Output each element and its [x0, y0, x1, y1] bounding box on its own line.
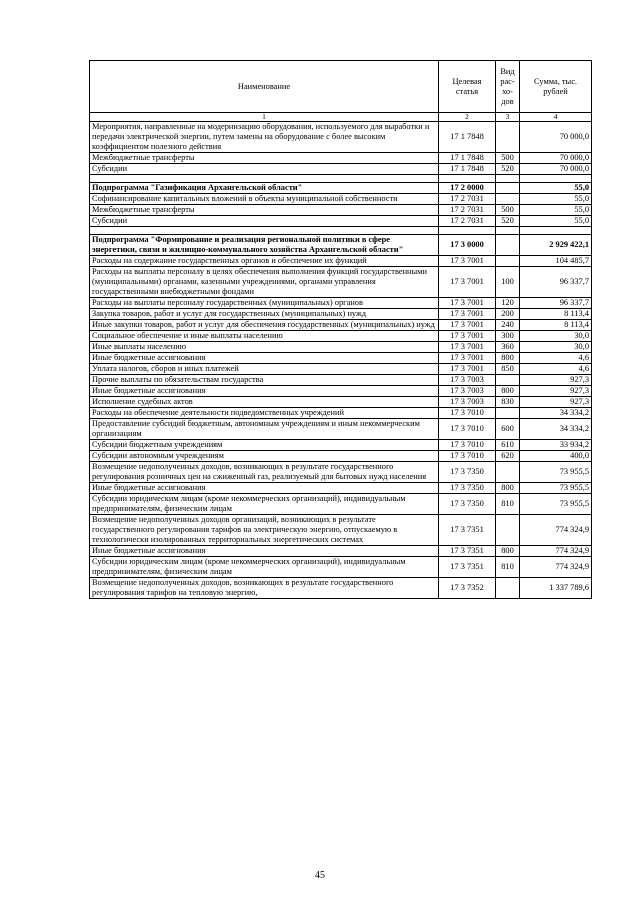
- row-target-code: 17 2 7031: [439, 194, 496, 205]
- header-vid: Вид рас- хо- дов: [496, 61, 520, 113]
- table-row: [90, 386, 592, 397]
- row-target-code: 17 3 7001: [439, 353, 496, 364]
- row-name: Субсидии юридическим лицам (кроме некоммерческих организаций), индивидуальным предпринимателям, физическим лицам: [90, 557, 439, 578]
- header-target: Целевая статья: [439, 61, 496, 113]
- table-row: [90, 256, 592, 267]
- row-name: Прочие выплаты по обязательствам государства: [90, 375, 439, 386]
- row-name: Субсидии автономным учреждениям: [90, 451, 439, 462]
- table-row: [90, 267, 592, 298]
- row-name: Иные выплаты населению: [90, 342, 439, 353]
- row-name: Предоставление субсидий бюджетным, автономным учреждениям и иным некоммерческим организациям: [90, 419, 439, 440]
- row-name: Закупка товаров, работ и услуг для государственных (муниципальных) нужд: [90, 309, 439, 320]
- row-sum: 55,0: [520, 205, 592, 216]
- spacer-cell: [520, 175, 592, 183]
- row-sum: 70 000,0: [520, 122, 592, 153]
- row-sum: 70 000,0: [520, 153, 592, 164]
- row-sum: 30,0: [520, 331, 592, 342]
- row-sum: 927,3: [520, 397, 592, 408]
- spacer-cell: [439, 175, 496, 183]
- table-row: [90, 451, 592, 462]
- spacer-cell: [90, 175, 439, 183]
- table-body: [90, 122, 592, 599]
- row-name: Иные закупки товаров, работ и услуг для обеспечения государственных (муниципальных) нужд: [90, 320, 439, 331]
- row-expense-type: [496, 408, 520, 419]
- row-expense-type: 120: [496, 298, 520, 309]
- row-sum: 8 113,4: [520, 320, 592, 331]
- table-row: [90, 440, 592, 451]
- table-row: [90, 419, 592, 440]
- subprogram-row: [90, 183, 592, 194]
- row-expense-type: 100: [496, 267, 520, 298]
- table-row: [90, 557, 592, 578]
- row-expense-type: 520: [496, 164, 520, 175]
- row-expense-type: 830: [496, 397, 520, 408]
- row-expense-type: 800: [496, 353, 520, 364]
- row-name: Подпрограмма "Формирование и реализация региональной политики в сфере энергетики, связи и жилищно-коммунального хозяйства Архангельской области": [90, 235, 439, 256]
- budget-table: [89, 60, 592, 599]
- row-expense-type: 200: [496, 309, 520, 320]
- row-sum: 73 955,5: [520, 494, 592, 515]
- row-name: Расходы на выплаты персоналу в целях обеспечения выполнения функций государственными (муниципальными) органами, казенными учреждениями, органами управления государственными внебюджетными фондами: [90, 267, 439, 298]
- row-target-code: 17 3 7001: [439, 320, 496, 331]
- row-target-code: 17 3 7003: [439, 375, 496, 386]
- row-expense-type: 800: [496, 483, 520, 494]
- row-sum: 4,6: [520, 364, 592, 375]
- row-sum: 73 955,5: [520, 462, 592, 483]
- table-row: [90, 578, 592, 599]
- row-name: Социальное обеспечение и иные выплаты населению: [90, 331, 439, 342]
- subprogram-row: [90, 235, 592, 256]
- row-expense-type: 500: [496, 153, 520, 164]
- row-target-code: 17 3 7001: [439, 309, 496, 320]
- row-sum: 927,3: [520, 386, 592, 397]
- table-row: [90, 164, 592, 175]
- row-target-code: 17 3 7001: [439, 364, 496, 375]
- spacer-cell: [90, 227, 439, 235]
- row-target-code: 17 3 7351: [439, 557, 496, 578]
- table-row: [90, 375, 592, 386]
- header-name: Наименование: [90, 61, 439, 113]
- row-target-code: 17 3 7010: [439, 440, 496, 451]
- spacer-cell: [496, 227, 520, 235]
- row-sum: 34 334,2: [520, 419, 592, 440]
- row-sum: 774 324,9: [520, 557, 592, 578]
- table-row: [90, 153, 592, 164]
- row-name: Расходы на содержание государственных органов и обеспечение их функций: [90, 256, 439, 267]
- table-row: [90, 364, 592, 375]
- table-row: [90, 309, 592, 320]
- row-sum: 104 485,7: [520, 256, 592, 267]
- table-header-row: [90, 61, 592, 113]
- table-row: [90, 483, 592, 494]
- row-expense-type: 800: [496, 386, 520, 397]
- row-expense-type: [496, 194, 520, 205]
- column-number: 1: [90, 113, 439, 122]
- table-row: [90, 331, 592, 342]
- spacer-row: [90, 227, 592, 235]
- table-row: [90, 216, 592, 227]
- row-expense-type: 610: [496, 440, 520, 451]
- column-number-row: [90, 113, 592, 122]
- table-row: [90, 546, 592, 557]
- row-target-code: 17 3 7001: [439, 267, 496, 298]
- row-sum: 774 324,9: [520, 546, 592, 557]
- row-expense-type: [496, 375, 520, 386]
- row-target-code: 17 3 7001: [439, 331, 496, 342]
- row-sum: 927,3: [520, 375, 592, 386]
- row-target-code: 17 3 7351: [439, 546, 496, 557]
- row-target-code: 17 2 7031: [439, 205, 496, 216]
- row-sum: 33 934,2: [520, 440, 592, 451]
- row-name: Иные бюджетные ассигнования: [90, 483, 439, 494]
- table-row: [90, 462, 592, 483]
- row-sum: 774 324,9: [520, 515, 592, 546]
- spacer-cell: [520, 227, 592, 235]
- row-name: Подпрограмма "Газификация Архангельской области": [90, 183, 439, 194]
- header-sum: Сумма, тыс. рублей: [520, 61, 592, 113]
- row-sum: 96 337,7: [520, 267, 592, 298]
- table-row: [90, 515, 592, 546]
- column-number: 3: [496, 113, 520, 122]
- row-name: Расходы на обеспечение деятельности подведомственных учреждений: [90, 408, 439, 419]
- row-name: Возмещение недополученных доходов, возникающих в результате государственного регулирования розничных цен на сжиженный газ, реализуемый для бытовых нужд населения: [90, 462, 439, 483]
- document-page: [89, 60, 591, 599]
- row-target-code: 17 3 7001: [439, 298, 496, 309]
- table-row: [90, 298, 592, 309]
- row-name: Возмещение недополученных доходов, возникающих в результате государственного регулирования тарифов на тепловую энергию,: [90, 578, 439, 599]
- row-sum: 1 337 789,6: [520, 578, 592, 599]
- row-sum: 70 000,0: [520, 164, 592, 175]
- table-row: [90, 194, 592, 205]
- spacer-cell: [496, 175, 520, 183]
- row-name: Субсидии юридическим лицам (кроме некоммерческих организаций), индивидуальным предпринимателям, физическим лицам: [90, 494, 439, 515]
- row-expense-type: 360: [496, 342, 520, 353]
- row-name: Субсидии бюджетным учреждениям: [90, 440, 439, 451]
- row-target-code: 17 3 7351: [439, 515, 496, 546]
- row-expense-type: 810: [496, 494, 520, 515]
- row-expense-type: 850: [496, 364, 520, 375]
- row-expense-type: 500: [496, 205, 520, 216]
- row-name: Субсидии: [90, 164, 439, 175]
- row-expense-type: [496, 462, 520, 483]
- row-expense-type: [496, 578, 520, 599]
- row-expense-type: [496, 235, 520, 256]
- row-sum: 2 929 422,1: [520, 235, 592, 256]
- row-name: Субсидии: [90, 216, 439, 227]
- row-expense-type: 800: [496, 546, 520, 557]
- row-target-code: 17 2 0000: [439, 183, 496, 194]
- table-row: [90, 342, 592, 353]
- table-row: [90, 494, 592, 515]
- row-name: Мероприятия, направленные на модернизацию оборудования, используемого для выработки и передачи электрической энергии, путем замены на оборудование с более высоким коэффициентом полезного действия: [90, 122, 439, 153]
- spacer-cell: [439, 227, 496, 235]
- row-target-code: 17 1 7848: [439, 122, 496, 153]
- row-sum: 96 337,7: [520, 298, 592, 309]
- row-name: Межбюджетные трансферты: [90, 205, 439, 216]
- row-sum: 4,6: [520, 353, 592, 364]
- row-target-code: 17 3 7010: [439, 408, 496, 419]
- row-expense-type: 240: [496, 320, 520, 331]
- row-sum: 55,0: [520, 194, 592, 205]
- row-expense-type: 810: [496, 557, 520, 578]
- table-row: [90, 397, 592, 408]
- row-name: Уплата налогов, сборов и иных платежей: [90, 364, 439, 375]
- row-name: Иные бюджетные ассигнования: [90, 353, 439, 364]
- table-row: [90, 122, 592, 153]
- row-sum: 55,0: [520, 216, 592, 227]
- row-name: Иные бюджетные ассигнования: [90, 546, 439, 557]
- row-expense-type: [496, 122, 520, 153]
- row-sum: 30,0: [520, 342, 592, 353]
- row-target-code: 17 3 0000: [439, 235, 496, 256]
- row-name: Иные бюджетные ассигнования: [90, 386, 439, 397]
- row-expense-type: [496, 183, 520, 194]
- row-name: Межбюджетные трансферты: [90, 153, 439, 164]
- table-row: [90, 353, 592, 364]
- column-number: 2: [439, 113, 496, 122]
- table-row: [90, 320, 592, 331]
- row-target-code: 17 3 7350: [439, 483, 496, 494]
- row-target-code: 17 3 7350: [439, 494, 496, 515]
- row-name: Расходы на выплаты персоналу государственных (муниципальных) органов: [90, 298, 439, 309]
- row-sum: 34 334,2: [520, 408, 592, 419]
- row-target-code: 17 3 7350: [439, 462, 496, 483]
- row-target-code: 17 3 7001: [439, 256, 496, 267]
- table-row: [90, 408, 592, 419]
- row-target-code: 17 1 7848: [439, 153, 496, 164]
- spacer-row: [90, 175, 592, 183]
- row-name: Софинансирование капитальных вложений в объекты муниципальной собственности: [90, 194, 439, 205]
- page-number: 45: [315, 870, 325, 881]
- row-target-code: 17 2 7031: [439, 216, 496, 227]
- row-sum: 55,0: [520, 183, 592, 194]
- row-sum: 73 955,5: [520, 483, 592, 494]
- row-target-code: 17 1 7848: [439, 164, 496, 175]
- row-expense-type: 620: [496, 451, 520, 462]
- table-row: [90, 205, 592, 216]
- row-target-code: 17 3 7003: [439, 386, 496, 397]
- row-target-code: 17 3 7010: [439, 451, 496, 462]
- row-expense-type: 520: [496, 216, 520, 227]
- row-target-code: 17 3 7352: [439, 578, 496, 599]
- row-expense-type: 600: [496, 419, 520, 440]
- row-target-code: 17 3 7010: [439, 419, 496, 440]
- row-name: Возмещение недополученных доходов организаций, возникающих в результате государственного регулирования тарифов на электрическую энергию, отпускаемую в технологически изолированных территориальных энергетических системах: [90, 515, 439, 546]
- row-name: Исполнение судебных актов: [90, 397, 439, 408]
- row-expense-type: 300: [496, 331, 520, 342]
- row-target-code: 17 3 7003: [439, 397, 496, 408]
- row-sum: 8 113,4: [520, 309, 592, 320]
- row-expense-type: [496, 256, 520, 267]
- row-sum: 400,0: [520, 451, 592, 462]
- row-expense-type: [496, 515, 520, 546]
- row-target-code: 17 3 7001: [439, 342, 496, 353]
- column-number: 4: [520, 113, 592, 122]
